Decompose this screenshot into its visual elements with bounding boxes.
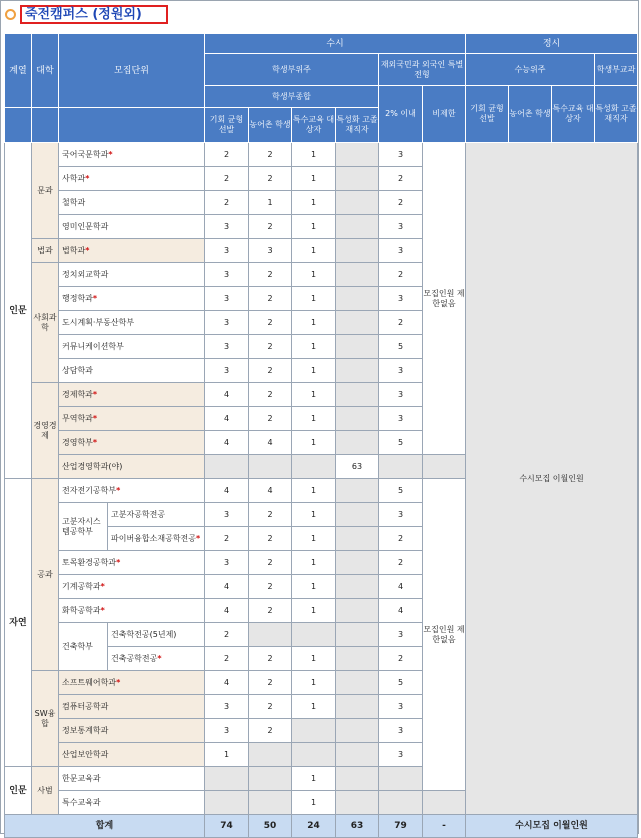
value-cell: 3 <box>379 143 423 167</box>
unit-name: 영미인문학과 <box>62 221 109 231</box>
value-cell <box>292 719 336 743</box>
value-cell: 3 <box>205 359 249 383</box>
value-cell: 2 <box>205 647 249 671</box>
unit-name: 정보통계학과 <box>62 725 109 735</box>
unit-cell <box>59 695 205 719</box>
header-c-teuksung: 특성화 고졸 재직자 <box>336 108 379 143</box>
page-title: 죽전캠퍼스 (정원외) <box>20 5 168 24</box>
college-cell: SW융합 <box>32 671 59 767</box>
value-cell: 3 <box>379 287 423 311</box>
value-cell: 2 <box>249 551 292 575</box>
value-cell <box>379 791 423 815</box>
header-j-teuksung: 특성화 고졸 재직자 <box>595 86 638 143</box>
total-value: 24 <box>292 815 336 838</box>
value-cell <box>336 551 379 575</box>
value-cell: 2 <box>249 503 292 527</box>
value-cell <box>249 743 292 767</box>
unit-name: 기계공학과 <box>62 581 101 591</box>
value-cell: 1 <box>292 215 336 239</box>
value-cell <box>423 791 466 815</box>
header-gyeyeol: 계열 <box>5 34 32 108</box>
header-j-gihoe: 기회 균형 선발 <box>466 86 509 143</box>
value-cell: 2 <box>249 335 292 359</box>
unit-cell <box>59 335 205 359</box>
header-c-nongeo: 농어촌 학생 <box>249 108 292 143</box>
value-cell: 3 <box>205 311 249 335</box>
value-cell: 5 <box>379 671 423 695</box>
unit-name: 도시계획·부동산학부 <box>62 317 135 327</box>
value-cell: 2 <box>205 527 249 551</box>
total-value: - <box>423 815 466 838</box>
value-cell <box>336 263 379 287</box>
header-c-daehak-spacer <box>32 108 59 143</box>
value-cell: 2 <box>249 719 292 743</box>
value-cell: 3 <box>205 263 249 287</box>
value-cell: 4 <box>205 383 249 407</box>
required-star: * <box>157 653 162 663</box>
group-cell: 자연 <box>5 479 32 767</box>
header-suneung: 수능위주 <box>466 54 595 86</box>
unit-cell <box>59 551 205 575</box>
value-cell: 3 <box>205 335 249 359</box>
value-cell: 2 <box>249 359 292 383</box>
value-cell <box>292 623 336 647</box>
value-cell: 1 <box>292 695 336 719</box>
value-cell: 1 <box>249 191 292 215</box>
required-star: * <box>85 245 90 255</box>
value-cell: 2 <box>249 143 292 167</box>
unit-name: 소프트웨어학과 <box>62 677 117 687</box>
value-cell: 3 <box>205 719 249 743</box>
value-cell <box>336 407 379 431</box>
value-cell <box>205 455 249 479</box>
unit-cell <box>59 743 205 767</box>
value-cell: 2 <box>249 599 292 623</box>
unit-name: 파이버융합소재공학전공 <box>111 533 197 543</box>
value-cell: 1 <box>205 743 249 767</box>
unit-name: 건축학전공(5년제) <box>111 629 177 639</box>
required-star: * <box>85 173 90 183</box>
unit-name: 국어국문학과 <box>62 149 109 159</box>
value-cell <box>379 767 423 791</box>
unit-name: 상담학과 <box>62 365 93 375</box>
value-cell: 4 <box>205 599 249 623</box>
group-cell: 인문 <box>5 767 32 815</box>
value-cell: 2 <box>379 167 423 191</box>
unit-cell <box>108 527 205 551</box>
unit-cell <box>108 647 205 671</box>
value-cell: 2 <box>205 143 249 167</box>
value-cell <box>336 287 379 311</box>
value-cell <box>336 671 379 695</box>
value-cell: 3 <box>249 239 292 263</box>
value-cell <box>336 503 379 527</box>
value-cell: 1 <box>292 767 336 791</box>
value-cell: 1 <box>292 383 336 407</box>
table-body <box>5 143 638 815</box>
unit-name: 철학과 <box>62 197 86 207</box>
unit-cell <box>108 623 205 647</box>
value-cell <box>336 767 379 791</box>
value-cell: 2 <box>249 575 292 599</box>
required-star: * <box>108 149 113 159</box>
unit-cell <box>59 431 205 455</box>
value-cell: 3 <box>379 743 423 767</box>
unit-name: 무역학과 <box>62 413 93 423</box>
value-cell: 2 <box>249 407 292 431</box>
unit-cell <box>59 191 205 215</box>
value-cell <box>336 359 379 383</box>
value-cell: 2 <box>205 167 249 191</box>
unit-cell <box>59 719 205 743</box>
required-star: * <box>92 293 98 303</box>
value-cell <box>292 455 336 479</box>
value-cell <box>336 431 379 455</box>
value-cell: 2 <box>379 191 423 215</box>
unit-name: 산업보안학과 <box>62 749 109 759</box>
value-cell <box>249 455 292 479</box>
value-cell: 1 <box>292 791 336 815</box>
value-cell: 1 <box>292 527 336 551</box>
unit-cell <box>59 263 205 287</box>
unit-cell <box>59 167 205 191</box>
value-cell <box>336 383 379 407</box>
value-cell: 4 <box>205 671 249 695</box>
unit-group-cell: 건축학부 <box>59 623 108 671</box>
total-value: 79 <box>379 815 423 838</box>
value-cell: 3 <box>205 287 249 311</box>
unit-cell <box>59 671 205 695</box>
value-cell: 3 <box>379 239 423 263</box>
unit-cell <box>59 383 205 407</box>
value-cell <box>336 191 379 215</box>
value-cell: 3 <box>379 407 423 431</box>
total-value: 50 <box>249 815 292 838</box>
unit-cell <box>59 455 205 479</box>
unit-cell <box>108 503 205 527</box>
college-cell: 공과 <box>32 479 59 671</box>
unit-cell <box>59 767 205 791</box>
value-cell: 3 <box>379 503 423 527</box>
value-cell <box>249 623 292 647</box>
value-cell <box>336 647 379 671</box>
value-cell <box>292 743 336 767</box>
value-cell: 1 <box>292 503 336 527</box>
unit-cell <box>59 599 205 623</box>
unit-name: 토목환경공학과 <box>62 557 117 567</box>
value-cell: 1 <box>292 167 336 191</box>
value-cell <box>336 479 379 503</box>
jeongsi-note: 수시모집 이월인원 <box>466 143 638 815</box>
unit-cell <box>59 359 205 383</box>
value-cell: 1 <box>292 431 336 455</box>
unit-cell <box>59 479 205 503</box>
value-cell: 1 <box>292 359 336 383</box>
college-cell: 문과 <box>32 143 59 239</box>
header-jeongsi: 정시 <box>466 34 638 54</box>
unit-name: 정치외교학과 <box>62 269 109 279</box>
value-cell <box>336 143 379 167</box>
value-cell: 3 <box>379 359 423 383</box>
unit-name: 경제학과 <box>62 389 93 399</box>
value-cell: 3 <box>205 215 249 239</box>
value-cell: 4 <box>379 575 423 599</box>
value-cell: 1 <box>292 335 336 359</box>
value-cell: 3 <box>379 215 423 239</box>
value-cell: 5 <box>379 431 423 455</box>
value-cell: 3 <box>205 695 249 719</box>
value-cell: 4 <box>249 431 292 455</box>
value-cell: 1 <box>292 575 336 599</box>
header-foreign: 재외국민과 외국인 특별전형 <box>379 54 466 86</box>
value-cell: 2 <box>249 695 292 719</box>
value-cell: 2 <box>249 647 292 671</box>
required-star: * <box>92 437 98 447</box>
value-cell <box>423 455 466 479</box>
header-j-nongeo: 농어촌 학생 <box>509 86 552 143</box>
header-daehak: 대학 <box>32 34 59 108</box>
table-row <box>5 143 638 167</box>
unit-name: 한문교육과 <box>62 773 101 783</box>
value-cell: 4 <box>205 575 249 599</box>
unit-name: 특수교육과 <box>62 797 101 807</box>
unit-cell <box>59 311 205 335</box>
header-c-unit-spacer <box>59 108 205 143</box>
value-cell: 3 <box>205 551 249 575</box>
value-cell: 4 <box>249 479 292 503</box>
value-cell: 1 <box>292 671 336 695</box>
value-cell: 2 <box>379 263 423 287</box>
value-cell <box>336 335 379 359</box>
value-cell: 3 <box>379 383 423 407</box>
unlimited-note: 모집인원 제한없음 <box>423 479 466 791</box>
bullet-circle-icon <box>5 9 16 20</box>
value-cell: 2 <box>205 191 249 215</box>
value-cell: 1 <box>292 263 336 287</box>
total-value: 74 <box>205 815 249 838</box>
value-cell: 2 <box>249 311 292 335</box>
value-cell: 1 <box>292 311 336 335</box>
value-cell: 2 <box>249 671 292 695</box>
value-cell: 2 <box>249 383 292 407</box>
unit-name: 행정학과 <box>62 293 93 303</box>
required-star: * <box>116 557 121 567</box>
unit-name: 고분자공학전공 <box>111 509 166 519</box>
value-cell: 1 <box>292 551 336 575</box>
total-label: 합계 <box>5 815 205 838</box>
value-cell: 3 <box>205 239 249 263</box>
unit-cell <box>59 791 205 815</box>
value-cell: 1 <box>292 287 336 311</box>
required-star: * <box>116 677 121 687</box>
header-j-teuksu: 특수교육 대상자 <box>552 86 595 143</box>
value-cell: 3 <box>379 719 423 743</box>
unit-name: 법학과 <box>62 245 86 255</box>
header-c-gihoe: 기회 균형 선발 <box>205 108 249 143</box>
value-cell: 3 <box>379 623 423 647</box>
value-cell: 3 <box>379 695 423 719</box>
header-hakbu-susi: 학생부위주 <box>205 54 379 86</box>
required-star: * <box>196 533 201 543</box>
unit-group-cell: 고분자시스템공학부 <box>59 503 108 551</box>
value-cell: 5 <box>379 479 423 503</box>
college-cell: 경영경제 <box>32 383 59 479</box>
value-cell: 1 <box>292 191 336 215</box>
unit-name: 커뮤니케이션학부 <box>62 341 124 351</box>
value-cell: 1 <box>292 407 336 431</box>
total-jeongsi: 수시모집 이월인원 <box>466 815 638 838</box>
unit-name: 사학과 <box>62 173 86 183</box>
unit-name: 경영학부 <box>62 437 93 447</box>
value-cell <box>336 239 379 263</box>
value-cell <box>205 767 249 791</box>
value-cell <box>336 167 379 191</box>
header-c-teuksu: 특수교육 대상자 <box>292 108 336 143</box>
value-cell <box>336 791 379 815</box>
header-c-gyeyeol-spacer <box>5 108 32 143</box>
required-star: * <box>92 413 98 423</box>
admission-table <box>4 33 638 838</box>
value-cell: 2 <box>249 215 292 239</box>
value-cell: 2 <box>249 287 292 311</box>
value-cell: 3 <box>205 503 249 527</box>
value-cell: 2 <box>205 623 249 647</box>
group-cell: 인문 <box>5 143 32 479</box>
header-unit: 모집단위 <box>59 34 205 108</box>
college-cell: 법과 <box>32 239 59 263</box>
value-cell <box>336 623 379 647</box>
unit-cell <box>59 239 205 263</box>
value-cell: 2 <box>379 647 423 671</box>
total-value: 63 <box>336 815 379 838</box>
value-cell: 4 <box>205 407 249 431</box>
value-cell: 2 <box>249 167 292 191</box>
unit-name: 화학공학과 <box>62 605 101 615</box>
value-cell: 63 <box>336 455 379 479</box>
value-cell <box>336 695 379 719</box>
value-cell: 1 <box>292 599 336 623</box>
value-cell <box>336 527 379 551</box>
value-cell <box>249 767 292 791</box>
value-cell: 2 <box>379 551 423 575</box>
value-cell: 1 <box>292 479 336 503</box>
unit-name: 컴퓨터공학과 <box>62 701 109 711</box>
header-susi: 수시 <box>205 34 466 54</box>
unlimited-note: 모집인원 제한없음 <box>423 143 466 455</box>
value-cell: 2 <box>249 263 292 287</box>
required-star: * <box>100 605 105 615</box>
value-cell <box>205 791 249 815</box>
header-hakbu-gyogwa: 학생부교과 <box>595 54 638 86</box>
value-cell: 1 <box>292 143 336 167</box>
value-cell: 2 <box>379 311 423 335</box>
value-cell: 4 <box>379 599 423 623</box>
unit-cell <box>59 575 205 599</box>
value-cell <box>336 719 379 743</box>
value-cell: 1 <box>292 647 336 671</box>
value-cell <box>336 215 379 239</box>
value-cell <box>336 575 379 599</box>
unit-name: 전자전기공학부 <box>62 485 117 495</box>
unit-cell <box>59 143 205 167</box>
value-cell: 4 <box>205 479 249 503</box>
value-cell: 2 <box>379 527 423 551</box>
header-2pct: 2% 이내 <box>379 86 423 143</box>
value-cell <box>336 311 379 335</box>
value-cell: 1 <box>292 239 336 263</box>
value-cell: 2 <box>249 527 292 551</box>
header-unlimited: 비제한 <box>423 86 466 143</box>
unit-cell <box>59 215 205 239</box>
required-star: * <box>92 389 98 399</box>
unit-cell <box>59 407 205 431</box>
unit-cell <box>59 287 205 311</box>
unit-name: 산업경영학과(야) <box>62 461 123 471</box>
value-cell <box>336 743 379 767</box>
college-cell: 사회과학 <box>32 263 59 383</box>
college-cell: 사범 <box>32 767 59 815</box>
value-cell <box>249 791 292 815</box>
unit-name: 건축공학전공 <box>111 653 158 663</box>
value-cell: 5 <box>379 335 423 359</box>
value-cell <box>379 455 423 479</box>
header-hakbu-jonghap: 학생부종합 <box>205 86 379 108</box>
value-cell: 4 <box>205 431 249 455</box>
value-cell <box>336 599 379 623</box>
required-star: * <box>100 581 105 591</box>
required-star: * <box>116 485 121 495</box>
